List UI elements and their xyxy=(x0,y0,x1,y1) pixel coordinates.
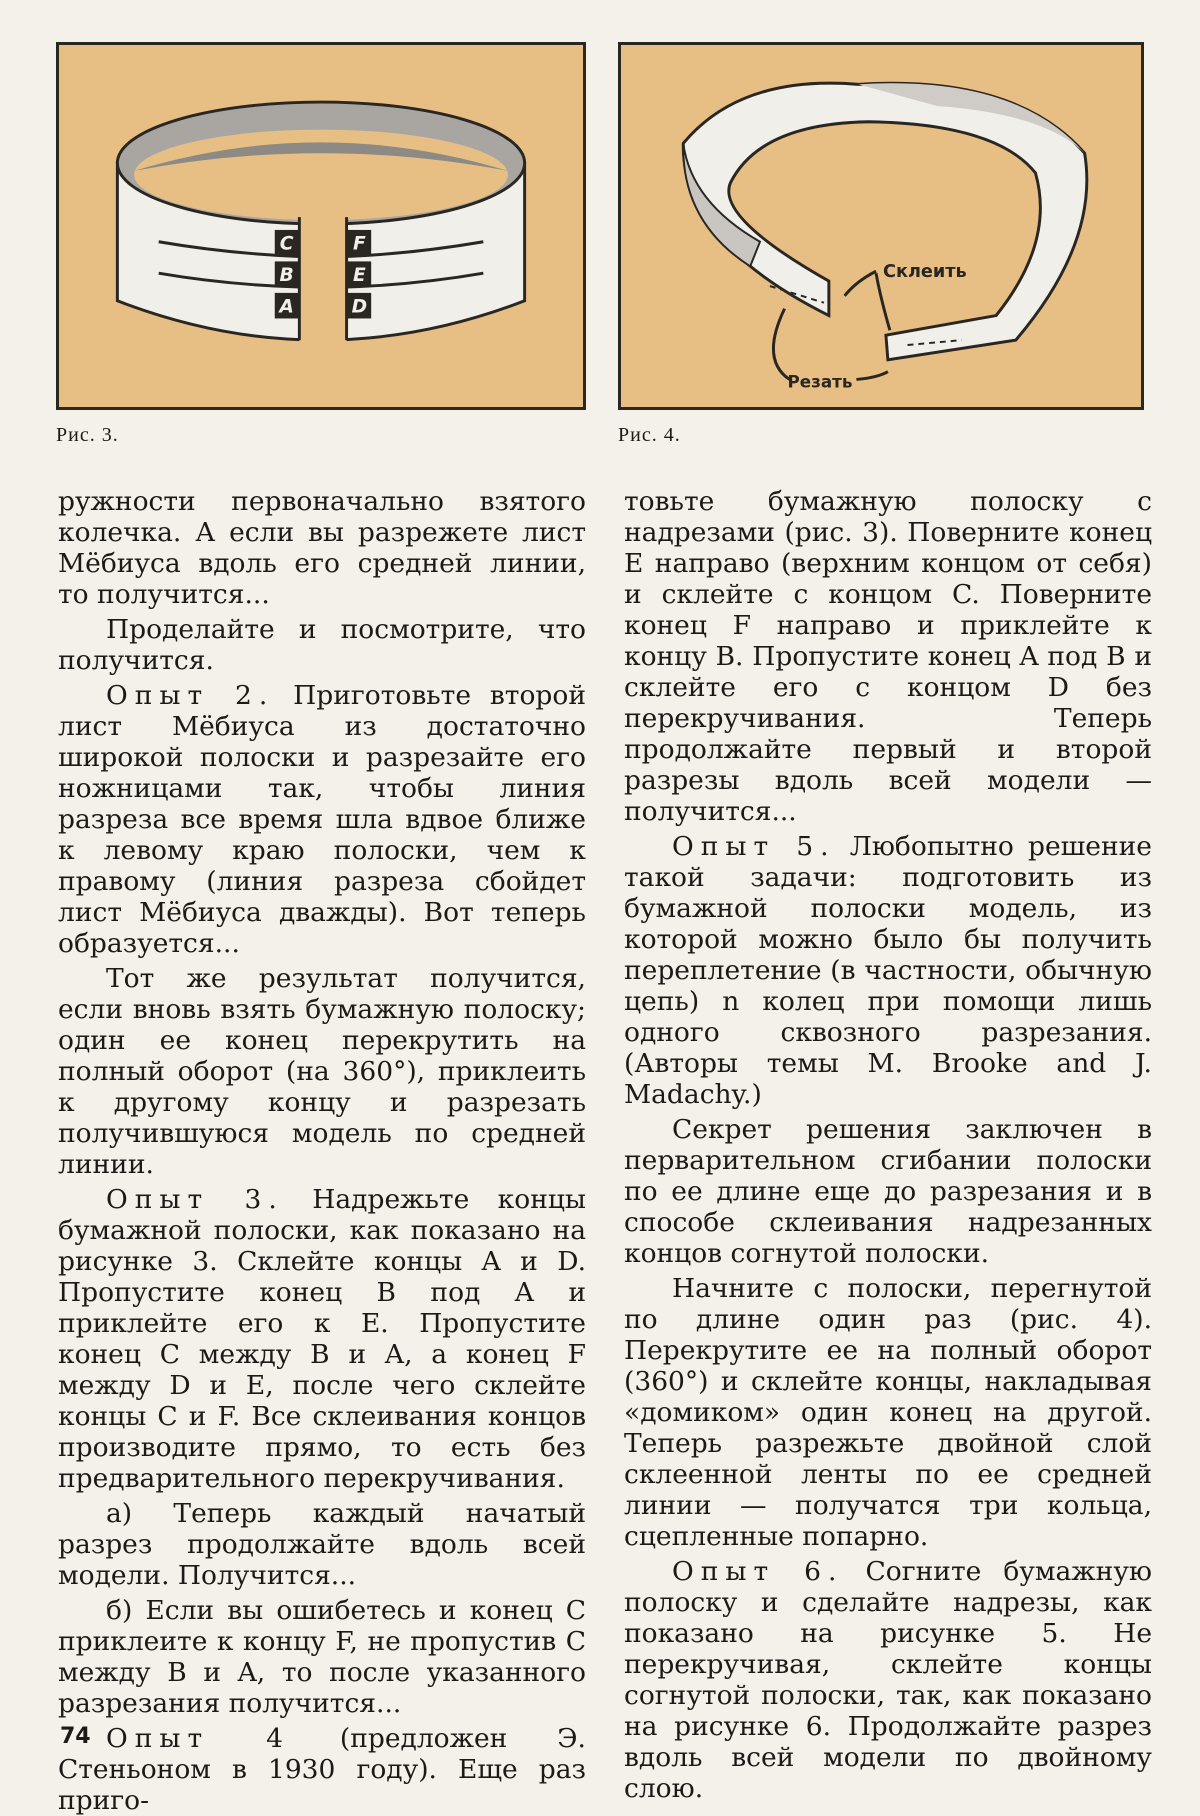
paragraph: б) Если вы ошибетесь и конец C приклеите к концу F, не пропустив C между B и A, то после указанного разрезания получится... xyxy=(58,1595,586,1719)
paragraph xyxy=(58,680,586,959)
figure-3-caption: Рис. 3. xyxy=(56,424,119,446)
label-a: A xyxy=(279,296,294,318)
experiment-heading: Опыт 6. xyxy=(672,1556,844,1587)
paragraph xyxy=(624,1556,1152,1804)
experiment-heading: Опыт 4 xyxy=(106,1723,290,1754)
figure-3 xyxy=(56,42,586,410)
paragraph xyxy=(58,1723,586,1816)
paragraph: ружности первоначально взятого колечка. А если вы разрежете лист Мёбиуса вдоль его средней линии, то получится... xyxy=(58,486,586,610)
label-f: F xyxy=(352,233,366,255)
paragraph xyxy=(624,831,1152,1110)
paragraph: Проделайте и посмотрите, что получится. xyxy=(58,614,586,676)
paragraph: Тот же результат получится, если вновь взять бумажную полоску; один ее конец перекрутить на полный оборот (на 360°), приклеить к другому концу и разрезать получившуюся модель по средней линии. xyxy=(58,963,586,1180)
label-e: E xyxy=(352,265,366,287)
paragraph: Начните с полоски, перегнутой по длине один раз (рис. 4). Перекрутите ее на полный оборот (360°) и склейте концы, накладывая «домиком» один конец на другой. Теперь разрежьте двойной слой склеенной ленты по ее средней линии — получатся три кольца, сцепленные попарно. xyxy=(624,1273,1152,1552)
experiment-heading: Опыт 5. xyxy=(672,831,836,862)
experiment-heading: Опыт 2. xyxy=(106,680,275,711)
paragraph: а) Теперь каждый начатый разрез продолжайте вдоль всей модели. Получится... xyxy=(58,1498,586,1591)
paragraph-text: Любопытно решение такой задачи: подготовить из бумажной полоски модель, из которой можно было бы получить переплетение (в частности, обычную цепь) n колец при помощи лишь одного сквозного разрезания. (Авторы темы M. Brooke and J. Madachy.) xyxy=(624,831,1152,1110)
page-number: 74 xyxy=(60,1724,91,1749)
label-glue: Склеить xyxy=(882,262,967,283)
paragraph-text: Надрежьте концы бумажной полоски, как показано на рисунке 3. Склейте концы A и D. Пропустите конец B под A и приклейте его к E. Пропустите конец C между B и A, а конец F между D и E, после чего склейте концы C и F. Все склеивания концов производите прямо, то есть без предварительного перекручивания. xyxy=(58,1184,586,1494)
right-column xyxy=(624,486,1152,1804)
label-c: C xyxy=(279,233,294,255)
paragraph xyxy=(58,1184,586,1494)
label-b: B xyxy=(279,265,294,287)
experiment-heading: Опыт 3. xyxy=(106,1184,284,1215)
figure-4 xyxy=(618,42,1144,410)
paragraph-text: Согните бумажную полоску и сделайте надрезы, как показано на рисунке 5. Не перекручивая, склейте концы согнутой полоски, так, как показано на рисунке 6. Продолжайте разрез вдоль всей модели по двойному слою. xyxy=(624,1556,1152,1804)
paragraph-text: Приготовьте второй лист Мёбиуса из достаточно широкой полоски и разрезайте его ножницами так, чтобы линия разреза все время шла вдвое ближе к левому краю полоски, чем к правому (линия разреза сбойдет лист Мёбиуса дважды). Вот теперь образуется... xyxy=(58,680,586,959)
paragraph: Секрет решения заключен в перварительном сгибании полоски по ее длине еще до разрезания и в способе склеивания надрезанных концов согнутой полоски. xyxy=(624,1114,1152,1269)
ring-illustration xyxy=(59,45,583,407)
label-cut: Резать xyxy=(787,371,853,392)
left-column xyxy=(58,486,586,1816)
paragraph: товьте бумажную полоску с надрезами (рис. 3). Поверните конец E направо (верхним концом от себя) и склейте с концом C. Поверните конец F направо и приклейте к концу B. Пропустите конец A под B и склейте его с концом D без перекручивания. Теперь продолжайте первый и второй разрезы вдоль всей модели — получится... xyxy=(624,486,1152,827)
mobius-strip-illustration xyxy=(621,45,1141,407)
paragraph-text: (предложен Э. Стеньоном в 1930 году). Еще раз приго- xyxy=(58,1723,586,1816)
label-d: D xyxy=(351,296,368,318)
figure-4-caption: Рис. 4. xyxy=(618,424,681,446)
